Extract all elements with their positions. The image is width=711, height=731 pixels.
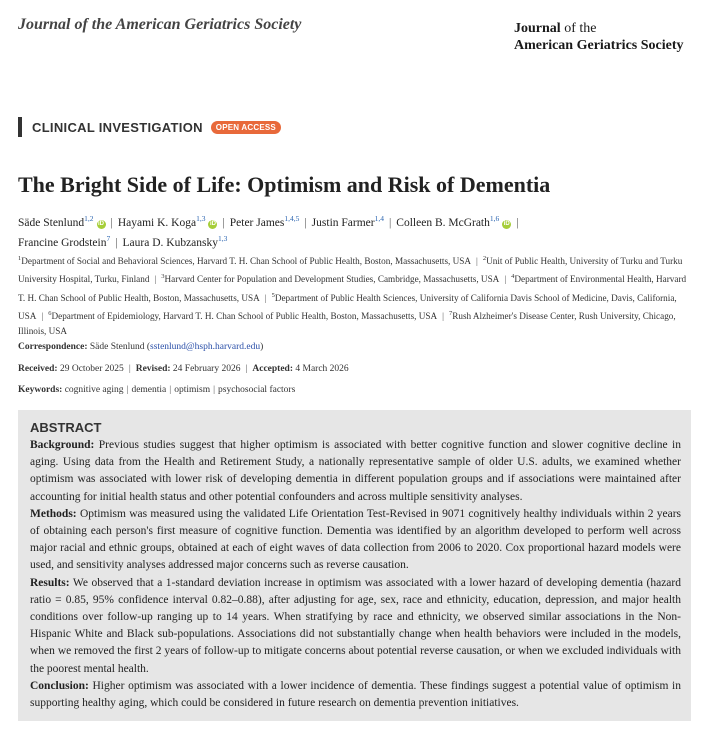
author-name[interactable]: Francine Grodstein — [18, 236, 107, 249]
affil-separator: | — [264, 292, 267, 303]
author[interactable] — [18, 214, 106, 229]
section-bar — [18, 117, 22, 137]
keyword-separator: | — [169, 385, 172, 395]
open-access-badge[interactable]: OPEN ACCESS — [211, 121, 281, 134]
abstract-section-label: Conclusion: — [30, 679, 89, 692]
author-separator: | — [388, 216, 392, 229]
correspondence: Correspondence: Säde Stenlund (sstenlund@hsph.harvard.edu) — [18, 342, 264, 352]
abstract-conclusion — [30, 678, 681, 712]
affiliations — [18, 251, 690, 340]
abstract-methods — [30, 506, 681, 575]
journal-logo-society: American Geriatrics Society — [514, 38, 684, 53]
author[interactable] — [311, 214, 384, 229]
affil-num: 4 — [511, 273, 515, 281]
correspondence-label: Correspondence: — [18, 342, 88, 352]
received-date: 29 October 2025 — [59, 364, 124, 374]
author-name[interactable]: Säde Stenlund — [18, 216, 85, 229]
affil-separator: | — [154, 274, 157, 285]
affil-separator: | — [504, 274, 507, 285]
author-affil-sup: 1,6 — [489, 214, 500, 223]
affiliation: Department of Social and Behavioral Sciences, Harvard T. H. Chan School of Public Health, Boston, Massachusetts, USA — [21, 256, 472, 267]
author-affil-sup: 7 — [106, 233, 111, 243]
author-name[interactable]: Peter James — [229, 216, 285, 229]
date-separator: | — [128, 364, 131, 374]
affiliation: Department of Environmental Health, Harvard T. H. Chan School of Public Health, Boston, Massachusetts, USA — [18, 274, 687, 303]
abstract-section-label: Methods: — [30, 507, 77, 520]
orcid-icon[interactable]: iD — [503, 220, 510, 227]
author-list — [18, 211, 698, 251]
keyword[interactable]: psychosocial factors — [218, 385, 296, 395]
accepted-label: Accepted: — [252, 364, 293, 374]
orcid-icon[interactable]: iD — [98, 220, 104, 227]
author-name[interactable]: Laura D. Kubzansky — [122, 236, 219, 249]
date-separator: | — [245, 364, 248, 374]
affiliation: Rush Alzheimer's Disease Center, Rush University, Chicago, Illinois, USA — [18, 311, 676, 337]
author-affil-sup: 1,4 — [374, 214, 384, 223]
keyword-separator: | — [213, 385, 215, 395]
author-separator: | — [304, 216, 307, 229]
affiliation: Department of Public Health Sciences, University of California Davis School of Medicine, Davis, California, USA — [18, 292, 677, 322]
abstract-section-label: Background: — [30, 439, 95, 451]
keywords — [18, 385, 295, 395]
author[interactable] — [396, 214, 511, 229]
author[interactable] — [122, 233, 228, 249]
article-dates — [18, 364, 349, 374]
affiliation: Unit of Public Health, University of Turku and Turku University Hospital, Turku, Finland — [18, 256, 683, 285]
received-label: Received: — [18, 364, 58, 374]
revised-date: 24 February 2026 — [172, 364, 241, 374]
author-name[interactable]: Justin Farmer — [311, 216, 375, 229]
article-title: The Bright Side of Life: Optimism and Risk of Dementia — [18, 172, 551, 197]
keyword[interactable]: cognitive aging — [64, 385, 124, 395]
affil-num: 2 — [482, 255, 487, 262]
correspondence-name: Säde Stenlund — [89, 342, 145, 352]
keyword[interactable]: dementia — [131, 385, 167, 395]
abstract-section-text: Optimism was measured using the validated Life Orientation Test-Revised in 9071 cognitively healthy individuals within 2 years of obtaining each person's first measure of cognitive function. Dementia was identified by an algorithm developed to perform well across major racial and ethnic groups, obtained at each of eight waves of data collection from 2006 to 2020. Cox proportional hazard models were used, and sensitivity analyses addressed major concerns such as reverse causation. — [30, 507, 681, 572]
affiliation: Harvard Center for Population and Development Studies, Cambridge, Massachusetts, USA — [164, 274, 500, 285]
author-name[interactable]: Colleen B. McGrath — [396, 216, 490, 229]
abstract-section-label: Results: — [30, 576, 70, 589]
author-affil-sup: 1,3 — [196, 214, 206, 223]
abstract-section-text: We observed that a 1-standard deviation increase in optimism was associated with a lower hazard of developing dementia (hazard ratio = 0.85, 95% confidence interval 0.82–0.88), after adjusting for age, sex, race and ethnicity, education, depression, and major health conditions over follow-up ranging up to 14 years. When stratifying by race and ethnicity, we observed similar associations in the Non-Hispanic White and Black sub-populations. Associations did not substantially change when health behaviors were included in the models, when we removed the first 2 years of follow-up to mitigate concerns about potential reverse causation, or when we excluded individuals with the poorest mental health. — [30, 576, 681, 675]
abstract-box — [18, 410, 691, 721]
affiliation: Department of Epidemiology, Harvard T. H. Chan School of Public Health, Boston, Massachusetts, USA — [51, 311, 438, 322]
affil-num: 5 — [271, 291, 275, 299]
correspondence-email-link[interactable]: sstenlund@hsph.harvard.edu — [150, 342, 261, 352]
journal-logo[interactable] — [514, 20, 684, 54]
section-label: CLINICAL INVESTIGATION — [32, 119, 203, 135]
section-tag — [18, 117, 281, 137]
abstract-results — [30, 575, 681, 678]
author-name[interactable]: Hayami K. Koga — [117, 216, 197, 229]
abstract-background — [30, 437, 681, 506]
author[interactable] — [117, 214, 218, 229]
affil-num: 3 — [161, 273, 165, 281]
author-separator: | — [516, 216, 519, 229]
author[interactable] — [229, 214, 300, 229]
journal-logo-word: Journal — [514, 21, 561, 36]
accepted-date: 4 March 2026 — [295, 364, 349, 374]
journal-logo-rest: of the — [560, 21, 597, 36]
author-separator: | — [110, 216, 113, 229]
abstract-section-text: Previous studies suggest that higher optimism is associated with better cognitive function and slower cognitive decline in aging. Using data from the Health and Retirement Study, a nationally representative sample of older U.S. adults, we examined whether optimism was associated with lower risk of developing dementia in different population groups and if associations were maintained after accounting for initial health status and other potential confounders and across multiple sensitivity analyses. — [30, 439, 681, 503]
affil-num: 6 — [48, 310, 52, 318]
abstract-section-text: Higher optimism was associated with a lower incidence of dementia. These findings suggest a potential value of optimism in supporting healthy aging, which could be considered in future research on dementia prevention initiatives. — [30, 679, 682, 710]
orcid-icon[interactable]: iD — [209, 220, 216, 227]
affil-num: 1 — [18, 255, 22, 262]
abstract-heading: ABSTRACT — [30, 420, 102, 435]
author-affil-sup: 1,2 — [84, 214, 94, 223]
running-head: Journal of the American Geriatrics Society — [18, 16, 302, 33]
keyword-separator: | — [126, 385, 129, 395]
affil-separator: | — [41, 311, 44, 322]
affil-separator: | — [476, 256, 478, 267]
author-separator: | — [222, 216, 225, 229]
keywords-label: Keywords: — [18, 385, 63, 395]
author-affil-sup: 1,3 — [218, 233, 228, 243]
keyword[interactable]: optimism — [174, 385, 211, 395]
affil-separator: | — [442, 311, 444, 322]
revised-label: Revised: — [135, 364, 171, 374]
author-separator: | — [115, 236, 118, 249]
author-affil-sup: 1,4,5 — [284, 214, 300, 223]
affil-num: 7 — [448, 310, 453, 318]
author[interactable] — [18, 233, 111, 249]
